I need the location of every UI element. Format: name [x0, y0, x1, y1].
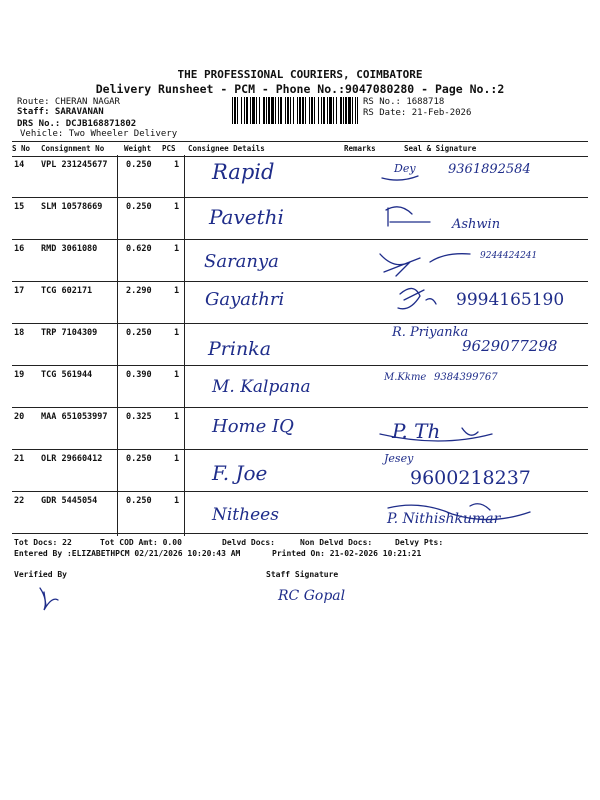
signature-handwriting: Jesey: [384, 452, 414, 465]
drs-number: DRS No.: DCJB168871802: [17, 119, 137, 129]
signature-handwriting: Dey: [394, 162, 416, 175]
phone-handwriting: 9629077298: [462, 337, 558, 355]
row-pcs: 1: [174, 412, 180, 422]
row-weight: 0.620: [126, 244, 152, 254]
row-sno: 14: [14, 160, 25, 170]
signature-stroke: [382, 176, 418, 180]
staff-signature-handwriting: RC Gopal: [278, 588, 346, 604]
col-consignment: Consignment No: [41, 144, 105, 153]
signature-handwriting: P. Th: [392, 419, 441, 443]
row-weight: 0.250: [126, 454, 152, 464]
consignee-handwriting: Prinka: [208, 338, 272, 360]
row-weight: 2.290: [126, 286, 152, 296]
row-weight: 0.250: [126, 496, 152, 506]
row-consignment: MAA 651053997: [41, 412, 108, 422]
signature-stroke: [398, 288, 436, 308]
verified-by-label: Verified By: [14, 570, 67, 579]
row-consignment: TCG 602171: [41, 286, 93, 296]
row-sno: 18: [14, 328, 25, 338]
signature-stroke: [380, 428, 492, 441]
signature-stroke: [386, 207, 430, 226]
verified-signature-stroke: [40, 588, 58, 610]
row-sno: 17: [14, 286, 25, 296]
company-title: THE PROFESSIONAL COURIERS, COIMBATORE: [177, 68, 423, 81]
delivered-docs: Delvd Docs:: [222, 538, 275, 547]
row-pcs: 1: [174, 454, 180, 464]
col-weight: Weight: [124, 144, 152, 153]
consignee-handwriting: Gayathri: [205, 289, 285, 310]
row-weight: 0.390: [126, 370, 152, 380]
consignee-handwriting: Pavethi: [209, 205, 284, 229]
row-consignment: GDR 5445054: [41, 496, 98, 506]
phone-handwriting: 9244424241: [480, 251, 538, 261]
staff-signature-label: Staff Signature: [266, 570, 339, 579]
phone-handwriting: 9361892584: [448, 162, 531, 177]
printed-on: Printed On: 21-02-2026 10:21:21: [272, 549, 422, 558]
consignee-handwriting: Nithees: [212, 505, 279, 525]
row-pcs: 1: [174, 370, 180, 380]
row-weight: 0.325: [126, 412, 152, 422]
phone-handwriting: 9600218237: [410, 467, 531, 489]
total-docs: Tot Docs: 22: [14, 538, 72, 547]
signature-handwriting: R. Priyanka: [392, 325, 469, 340]
col-remarks: Remarks: [344, 144, 376, 153]
row-consignment: RMD 3061080: [41, 244, 98, 254]
route-label: Route: CHERAN NAGAR: [17, 97, 120, 107]
consignee-handwriting: M. Kalpana: [212, 377, 311, 397]
entered-by: Entered By :ELIZABETHPCM 02/21/2026 10:20:43 AM: [14, 549, 241, 558]
row-consignment: TRP 7104309: [41, 328, 98, 338]
staff-label: Staff: SARAVANAN: [17, 107, 104, 117]
row-weight: 0.250: [126, 328, 152, 338]
row-pcs: 1: [174, 496, 180, 506]
col-pcs: PCS: [162, 144, 176, 153]
consignee-handwriting: Saranya: [204, 251, 279, 272]
consignee-handwriting: Rapid: [212, 160, 275, 184]
consignee-handwriting: F. Joe: [212, 461, 268, 485]
row-pcs: 1: [174, 202, 180, 212]
delivery-points: Delvy Pts:: [395, 538, 444, 547]
non-delivered-docs: Non Delvd Docs:: [300, 538, 373, 547]
row-consignment: TCG 561944: [41, 370, 93, 380]
phone-handwriting: 9384399767: [434, 372, 498, 383]
row-pcs: 1: [174, 328, 180, 338]
phone-handwriting: 9994165190: [456, 290, 565, 310]
row-consignment: SLM 10578669: [41, 202, 103, 212]
runsheet-subtitle: Delivery Runsheet - PCM - Phone No.:9047080280 - Page No.:2: [95, 82, 505, 96]
signature-stroke: [380, 254, 470, 276]
col-consignee: Consignee Details: [188, 144, 265, 153]
row-pcs: 1: [174, 286, 180, 296]
row-consignment: VPL 231245677: [41, 160, 108, 170]
row-sno: 15: [14, 202, 25, 212]
row-pcs: 1: [174, 244, 180, 254]
consignee-handwriting: Home IQ: [212, 416, 294, 437]
col-signature: Seal & Signature: [404, 144, 477, 153]
row-weight: 0.250: [126, 160, 152, 170]
signature-handwriting: P. Nithishkumar: [387, 511, 501, 527]
row-consignment: OLR 29660412: [41, 454, 103, 464]
signature-handwriting: M.Kkme: [384, 372, 427, 383]
row-sno: 21: [14, 454, 25, 464]
signature-stroke: [388, 504, 530, 520]
row-sno: 16: [14, 244, 25, 254]
rs-date: RS Date: 21-Feb-2026: [363, 108, 472, 118]
row-sno: 22: [14, 496, 25, 506]
row-pcs: 1: [174, 160, 180, 170]
row-weight: 0.250: [126, 202, 152, 212]
signature-handwriting: Ashwin: [452, 217, 501, 232]
rs-number: RS No.: 1688718: [363, 97, 445, 107]
total-cod: Tot COD Amt: 0.00: [100, 538, 182, 547]
vehicle-label: Vehicle: Two Wheeler Delivery: [20, 129, 178, 139]
row-sno: 19: [14, 370, 25, 380]
col-sno: S No: [12, 144, 31, 153]
row-sno: 20: [14, 412, 25, 422]
